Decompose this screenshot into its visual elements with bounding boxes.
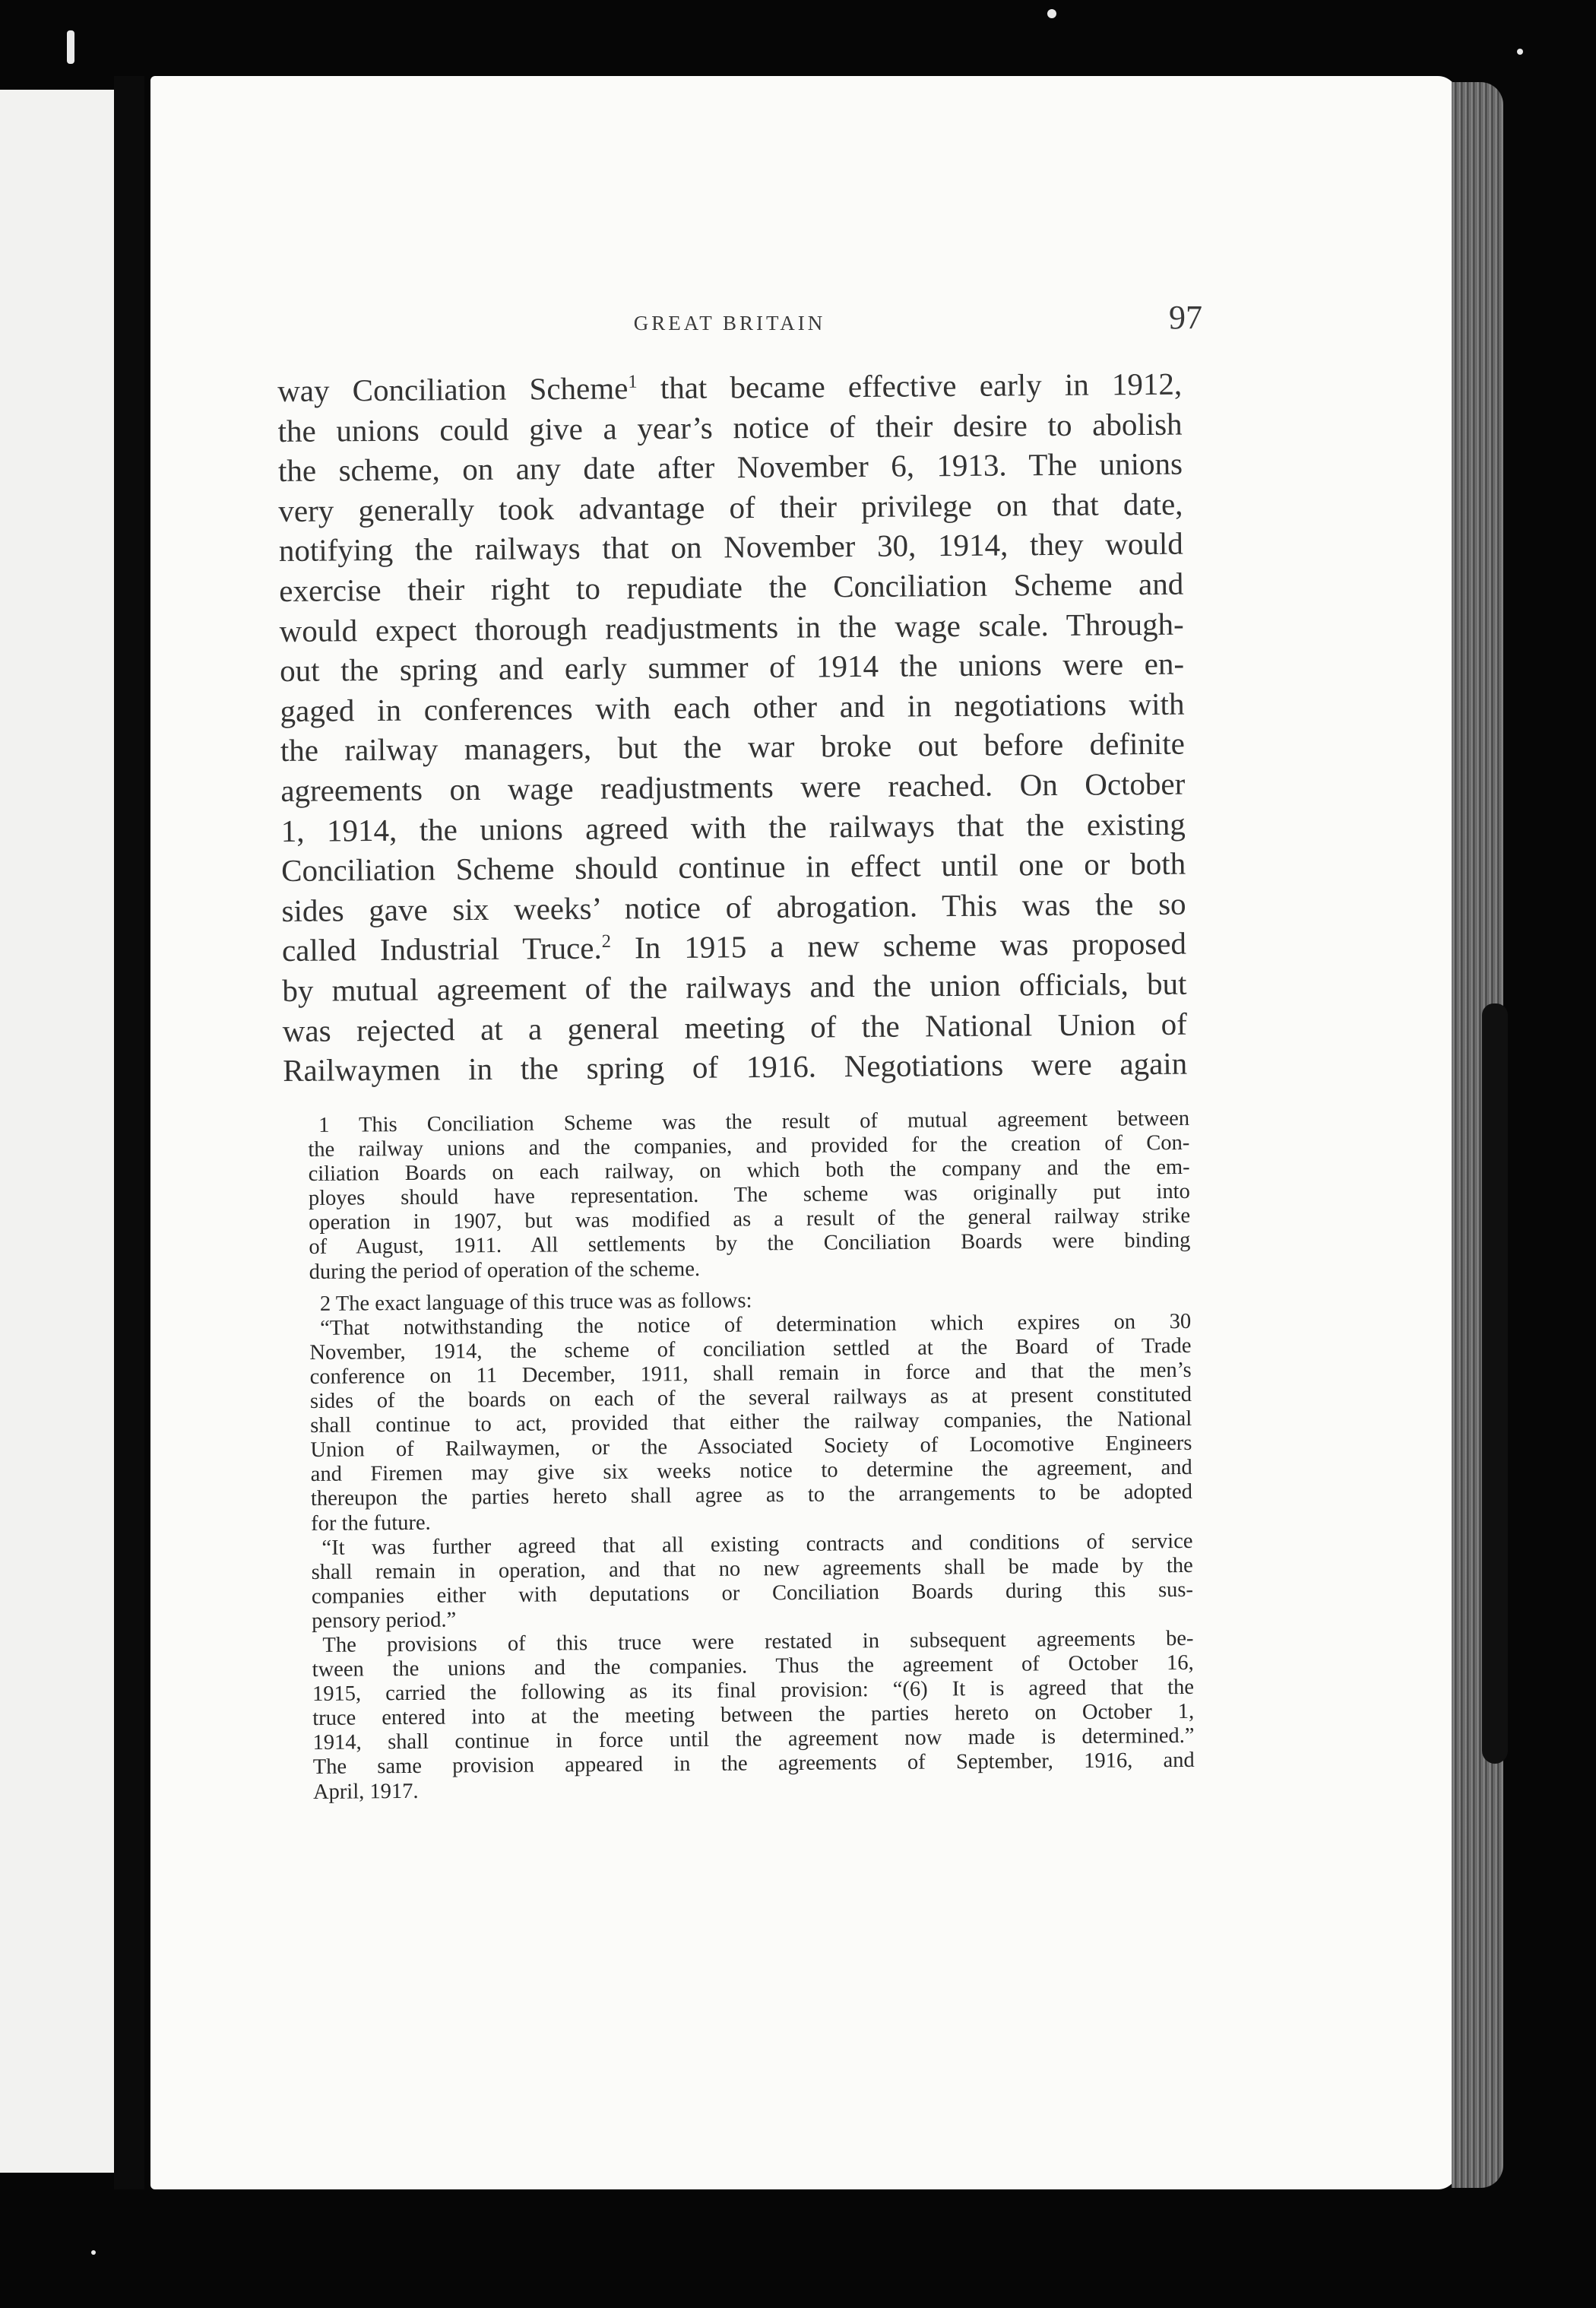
footnote-line: during the period of operation of the scheme. <box>309 1257 701 1284</box>
footnote-line: “It was further agreed that all existing contracts and conditions of service <box>321 1529 1193 1560</box>
footnote-line: the railway unions and the companies, and provided for the creation of Con- <box>308 1130 1190 1162</box>
film-speck <box>91 2250 96 2255</box>
page-number: 97 <box>1169 299 1202 336</box>
text-line: way Conciliation Scheme$^1$ that became effective early in 1912, <box>277 366 1183 408</box>
fore-edge-shadow <box>1482 1003 1508 1764</box>
text-line: the unions could give a year’s notice of their desire to abolish <box>277 406 1183 449</box>
footnote-marker: 2 <box>601 931 612 953</box>
footnote-line: Union of Railwaymen, or the Associated Society of Locomotive Engineers <box>310 1431 1192 1463</box>
footnote-line: shall continue to act, provided that either the railway companies, the National <box>310 1407 1192 1438</box>
film-speck <box>1047 9 1056 18</box>
footnote-line: thereupon the parties hereto shall agree as to the arrangements to be adopted <box>310 1480 1193 1511</box>
text-line: sides gave six weeks’ notice of abrogation. This was the so <box>281 886 1186 928</box>
footnote-marker: 1 <box>628 371 638 392</box>
footnote-line: truce entered into at the meeting between the parties hereto on October 1, <box>312 1700 1195 1731</box>
text-line: Railwaymen in the spring of 1916. Negotiations were again <box>283 1045 1188 1089</box>
footnote-line: 1915, carried the following as its final provision: “(6) It is agreed that the <box>312 1676 1195 1707</box>
text-line: Conciliation Scheme should continue in effect until one or both <box>280 845 1186 889</box>
text-line: gaged in conferences with each other and in negotiations with <box>280 686 1185 728</box>
text-line: 1, 1914, the unions agreed with the railways that the existing <box>280 806 1186 848</box>
film-speck <box>1517 49 1523 55</box>
running-head: GREAT BRITAIN <box>633 312 826 334</box>
text-line: exercise their right to repudiate the Conciliation Scheme and <box>279 566 1184 608</box>
footnote-line: companies either with deputations or Conciliation Boards during this sus- <box>311 1577 1194 1609</box>
footnote-line: and Firemen may give six weeks notice to determine the agreement, and <box>310 1456 1192 1487</box>
book-gutter <box>114 76 144 2189</box>
text-line: by mutual agreement of the railways and the union officials, but <box>282 965 1187 1008</box>
footnote-line: sides of the boards on each of the several railways as at present constituted <box>309 1382 1192 1414</box>
text-line: very generally took advantage of their privilege on that date, <box>278 486 1183 528</box>
footnote-line: operation in 1907, but was modified as a result of the general railway strike <box>309 1204 1191 1235</box>
facing-page-edge <box>0 90 114 2173</box>
footnote-line: “That notwithstanding the notice of determination which expires on 30 <box>320 1309 1192 1340</box>
footnote-line: shall remain in operation, and that no new agreements shall be made by the <box>311 1553 1193 1584</box>
text-line: the scheme, on any date after November 6, 1913. The unions <box>277 445 1183 489</box>
text-line: was rejected at a general meeting of the National Union of <box>282 1006 1187 1048</box>
footnote-line: November, 1914, the scheme of conciliation settled at the Board of Trade <box>309 1333 1192 1365</box>
footnote-line: The same provision appeared in the agreements of September, 1916, and <box>312 1748 1195 1780</box>
footnote-line: ployes should have representation. The scheme was originally put into <box>308 1180 1190 1211</box>
footnote-line: conference on 11 December, 1911, shall remain in force and that the men’s <box>309 1358 1192 1389</box>
footnotes <box>308 1107 1195 1805</box>
footnote-line: April, 1917. <box>312 1779 419 1804</box>
footnote-line: pensory period.” <box>312 1608 457 1633</box>
footnote-line: 1 This Conciliation Scheme was the result of mutual agreement between <box>318 1106 1190 1137</box>
text-line: notifying the railways that on November 30, 1914, they would <box>278 526 1184 569</box>
text-line: out the spring and early summer of 1914 the unions were en- <box>279 645 1185 689</box>
footnote-line: for the future. <box>311 1511 431 1536</box>
footnote-line: tween the unions and the companies. Thus the agreement of October 16, <box>312 1650 1194 1682</box>
text-line: called Industrial Truce.$^2$ In 1915 a new scheme was proposed <box>281 925 1187 969</box>
text-line: the railway managers, but the war broke out before definite <box>280 725 1186 769</box>
text-line: agreements on wage readjustments were reached. On October <box>280 766 1186 808</box>
footnote-line: 2 The exact language of this truce was as follows: <box>319 1289 752 1316</box>
text-line: would expect thorough readjustments in the wage scale. Through- <box>279 606 1184 648</box>
footnote-line: of August, 1911. All settlements by the Conciliation Boards were binding <box>309 1229 1191 1260</box>
footnote-line: The provisions of this truce were restated in subsequent agreements be- <box>322 1626 1194 1657</box>
body-text <box>277 364 1187 1091</box>
film-speck <box>67 30 74 64</box>
footnote-line: ciliation Boards on each railway, on which both the company and the em- <box>308 1156 1190 1187</box>
footnote-line: 1914, shall continue in force until the agreement now made is determined.” <box>312 1724 1195 1755</box>
